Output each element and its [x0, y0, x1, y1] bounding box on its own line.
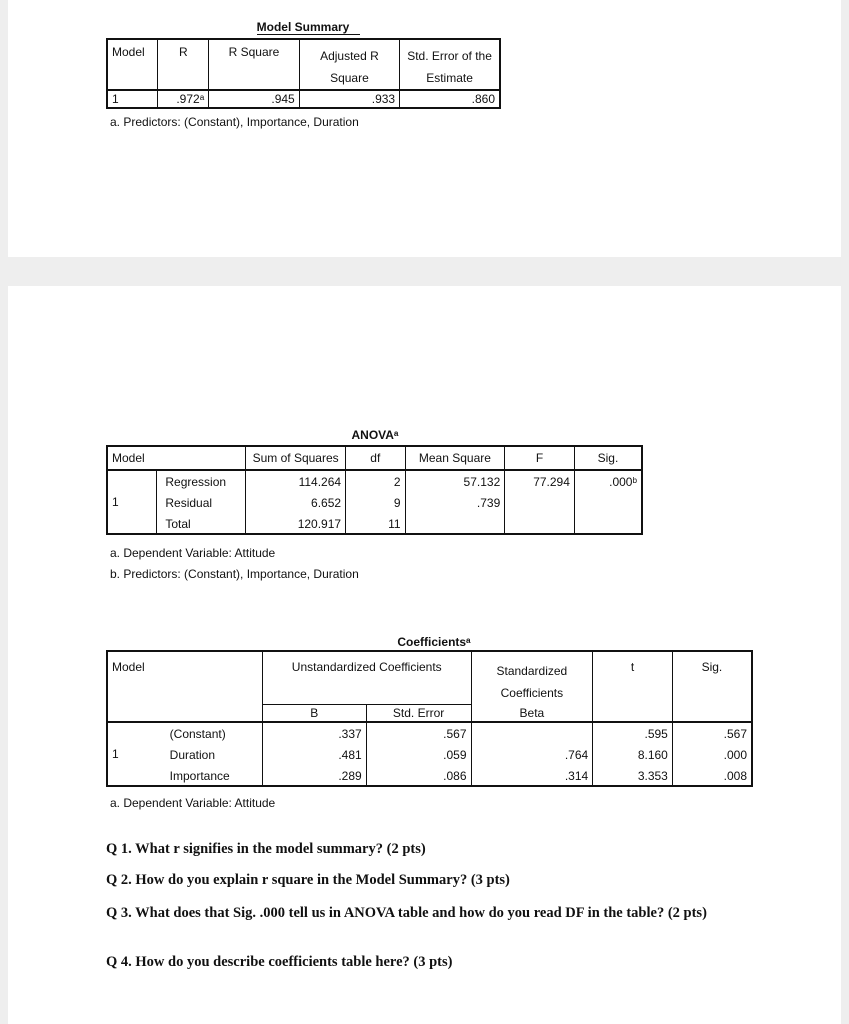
anova-footnote-b: b. Predictors: (Constant), Importance, Duration [110, 567, 359, 581]
anova-header-blank [157, 446, 246, 470]
question-1: Q 1. What r signifies in the model summary? (2 pts) [106, 841, 426, 857]
header-adjusted-r-square: Adjusted R Square [299, 39, 399, 90]
coefficients-header-sig: Sig. [672, 651, 752, 722]
anova-label: Regression [157, 470, 246, 492]
anova-header-mean-square: Mean Square [405, 446, 505, 470]
anova-header-f: F [505, 446, 575, 470]
cell-r: .972ᵃ [158, 90, 209, 108]
anova-f: 77.294 [505, 470, 575, 534]
coefficients-header-unstandardized: Unstandardized Coefficients [262, 651, 471, 704]
coefficients-b: .337 [262, 722, 366, 744]
anova-ss: 114.264 [246, 470, 346, 492]
coefficients-se: .567 [366, 722, 471, 744]
anova-title: ANOVAᵃ [351, 428, 399, 442]
header-r-square: R Square [209, 39, 300, 90]
cell-adjusted-r-square: .933 [299, 90, 399, 108]
coefficients-b: .481 [262, 744, 366, 766]
header-std-error: Std. Error of the Estimate [400, 39, 500, 90]
anova-df: 9 [346, 492, 405, 514]
coefficients-row-importance [107, 766, 752, 786]
coefficients-row-duration [107, 744, 752, 766]
coefficients-t: 8.160 [593, 744, 673, 766]
anova-label: Total [157, 514, 246, 534]
anova-df: 11 [346, 514, 405, 534]
coefficients-sig: .008 [672, 766, 752, 786]
coefficients-model-number: 1 [107, 722, 162, 786]
coefficients-t: 3.353 [593, 766, 673, 786]
coefficients-label: Importance [162, 766, 263, 786]
coefficients-header-model: Model [107, 651, 262, 722]
model-summary-title-underline [257, 34, 360, 35]
anova-model-number: 1 [107, 470, 157, 534]
anova-ss: 6.652 [246, 492, 346, 514]
coefficients-header-beta: Beta [471, 704, 593, 722]
coefficients-t: .595 [593, 722, 673, 744]
coefficients-se: .086 [366, 766, 471, 786]
coefficients-beta [471, 722, 593, 744]
anova-header-row [107, 446, 642, 470]
coefficients-header-b: B [262, 704, 366, 722]
cell-std-error: .860 [400, 90, 500, 108]
coefficients-se: .059 [366, 744, 471, 766]
coefficients-table [106, 650, 753, 787]
question-2: Q 2. How do you explain r square in the Model Summary? (3 pts) [106, 872, 510, 888]
anova-row-regression [107, 470, 642, 492]
anova-ms [405, 514, 505, 534]
model-summary-table [106, 38, 501, 109]
question-3: Q 3. What does that Sig. .000 tell us in ANOVA table and how do you read DF in the table? (2 pts) [106, 905, 707, 921]
anova-ms: 57.132 [405, 470, 505, 492]
coefficients-footnote: a. Dependent Variable: Attitude [110, 796, 276, 810]
anova-label: Residual [157, 492, 246, 514]
coefficients-header-std-error: Std. Error [366, 704, 471, 722]
coefficients-label: (Constant) [162, 722, 263, 744]
coefficients-label: Duration [162, 744, 263, 766]
model-summary-row [107, 90, 500, 108]
header-r: R [158, 39, 209, 90]
standardized-label: Standardized [496, 664, 568, 678]
question-4: Q 4. How do you describe coefficients table here? (3 pts) [106, 954, 453, 970]
coefficients-beta: .314 [471, 766, 593, 786]
anova-header-model: Model [107, 446, 157, 470]
cell-r-square: .945 [209, 90, 300, 108]
anova-header-df: df [346, 446, 405, 470]
anova-df: 2 [346, 470, 405, 492]
header-model: Model [107, 39, 158, 90]
coefficients-header-row-1 [107, 651, 752, 704]
anova-footnote-a: a. Dependent Variable: Attitude [110, 546, 276, 560]
anova-ss: 120.917 [246, 514, 346, 534]
anova-ms: .739 [405, 492, 505, 514]
anova-sig: .000ᵇ [574, 470, 642, 534]
coefficients-header-standardized [471, 651, 593, 704]
cell-model: 1 [107, 90, 158, 108]
coefficients-beta: .764 [471, 744, 593, 766]
anova-table [106, 445, 643, 535]
coefficients-sig: .567 [672, 722, 752, 744]
model-summary-footnote: a. Predictors: (Constant), Importance, Duration [110, 115, 359, 129]
anova-header-sig: Sig. [574, 446, 642, 470]
coefficients-title: Coefficientsᵃ [397, 635, 471, 649]
coefficients-row-constant [107, 722, 752, 744]
coefficients-b: .289 [262, 766, 366, 786]
coefficients-sig: .000 [672, 744, 752, 766]
model-summary-title: Model Summary [256, 20, 350, 34]
anova-header-sum-of-squares: Sum of Squares [246, 446, 346, 470]
coefficients-label: Coefficients [500, 686, 564, 700]
model-summary-header-row [107, 39, 500, 90]
coefficients-header-t: t [593, 651, 673, 722]
